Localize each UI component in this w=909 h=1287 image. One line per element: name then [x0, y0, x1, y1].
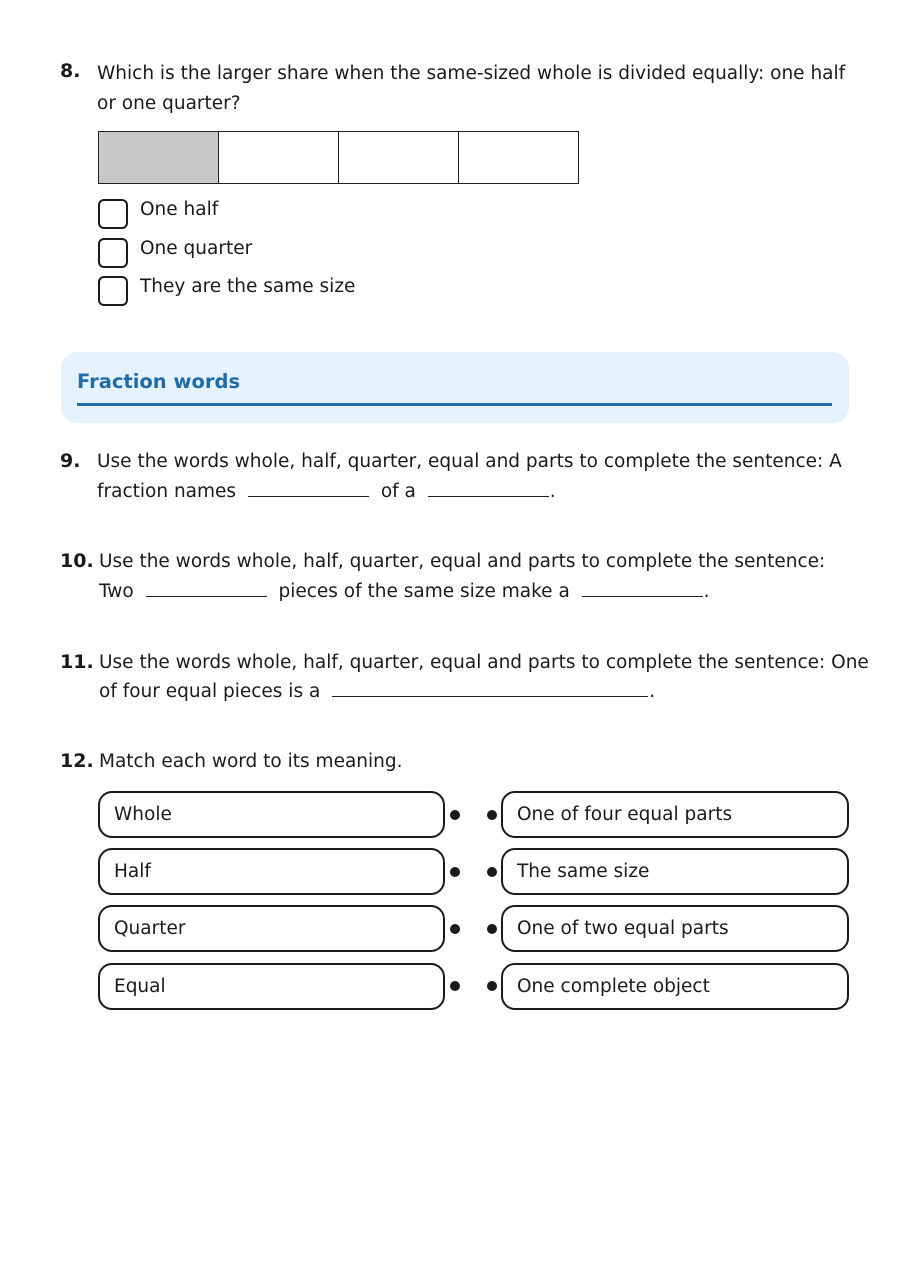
match-word: Half [114, 861, 151, 882]
match-dot-right[interactable] [487, 924, 497, 934]
answer-blank[interactable] [248, 477, 369, 497]
match-word-box[interactable] [98, 791, 445, 838]
question-number: 10. [60, 550, 94, 572]
question-text-line [99, 577, 710, 607]
text-fragment: pieces of the same size make a [278, 581, 570, 602]
question-text: or one quarter? [97, 93, 241, 114]
match-meaning: The same size [517, 861, 650, 882]
match-word: Equal [114, 976, 166, 997]
match-meaning: One of two equal parts [517, 918, 729, 939]
question-text: Use the words whole, half, quarter, equal and parts to complete the sentence: A [97, 451, 842, 472]
match-dot-right[interactable] [487, 867, 497, 877]
checkbox-one-quarter[interactable] [98, 238, 128, 268]
question-text: Match each word to its meaning. [99, 751, 403, 772]
match-word: Whole [114, 804, 172, 825]
match-meaning: One of four equal parts [517, 804, 733, 825]
question-text-line [99, 677, 655, 707]
text-fragment: of a [380, 481, 416, 502]
match-dot-right[interactable] [487, 810, 497, 820]
fraction-bar-part [459, 132, 578, 183]
question-text: Use the words whole, half, quarter, equal and parts to complete the sentence: [99, 551, 826, 572]
match-meaning-box[interactable] [501, 848, 849, 895]
fraction-bar-part-shaded [99, 132, 219, 183]
match-word-box[interactable] [98, 963, 445, 1010]
match-word-box[interactable] [98, 905, 445, 952]
match-dot-left[interactable] [450, 810, 460, 820]
question-text: Which is the larger share when the same-sized whole is divided equally: one half [97, 63, 846, 84]
text-fragment: of four equal pieces is a [99, 681, 321, 702]
match-dot-left[interactable] [450, 924, 460, 934]
section-banner [61, 352, 849, 423]
match-dot-left[interactable] [450, 981, 460, 991]
fraction-bar-part [339, 132, 459, 183]
match-meaning-box[interactable] [501, 905, 849, 952]
text-fragment: fraction names [97, 481, 237, 502]
question-text: Use the words whole, half, quarter, equal and parts to complete the sentence: One [99, 652, 869, 673]
match-meaning: One complete object [517, 976, 710, 997]
question-number: 8. [60, 60, 81, 82]
match-meaning-box[interactable] [501, 963, 849, 1010]
match-meaning-box[interactable] [501, 791, 849, 838]
option-label: They are the same size [140, 276, 356, 297]
question-number: 12. [60, 750, 94, 772]
question-number: 11. [60, 651, 94, 673]
text-fragment: . [703, 581, 710, 602]
answer-blank[interactable] [428, 477, 549, 497]
question-number: 9. [60, 450, 81, 472]
fraction-bar [98, 131, 579, 184]
match-dot-left[interactable] [450, 867, 460, 877]
match-word: Quarter [114, 918, 186, 939]
section-rule [77, 403, 832, 406]
answer-blank[interactable] [332, 677, 648, 697]
question-text-line [97, 477, 556, 507]
answer-blank[interactable] [582, 577, 703, 597]
checkbox-one-half[interactable] [98, 199, 128, 229]
text-fragment: . [649, 681, 656, 702]
fraction-bar-part [219, 132, 339, 183]
section-title: Fraction words [77, 370, 241, 393]
option-label: One half [140, 199, 219, 220]
checkbox-same-size[interactable] [98, 276, 128, 306]
option-label: One quarter [140, 238, 253, 259]
match-word-box[interactable] [98, 848, 445, 895]
match-dot-right[interactable] [487, 981, 497, 991]
text-fragment: . [549, 481, 556, 502]
text-fragment: Two [99, 581, 134, 602]
answer-blank[interactable] [146, 577, 267, 597]
